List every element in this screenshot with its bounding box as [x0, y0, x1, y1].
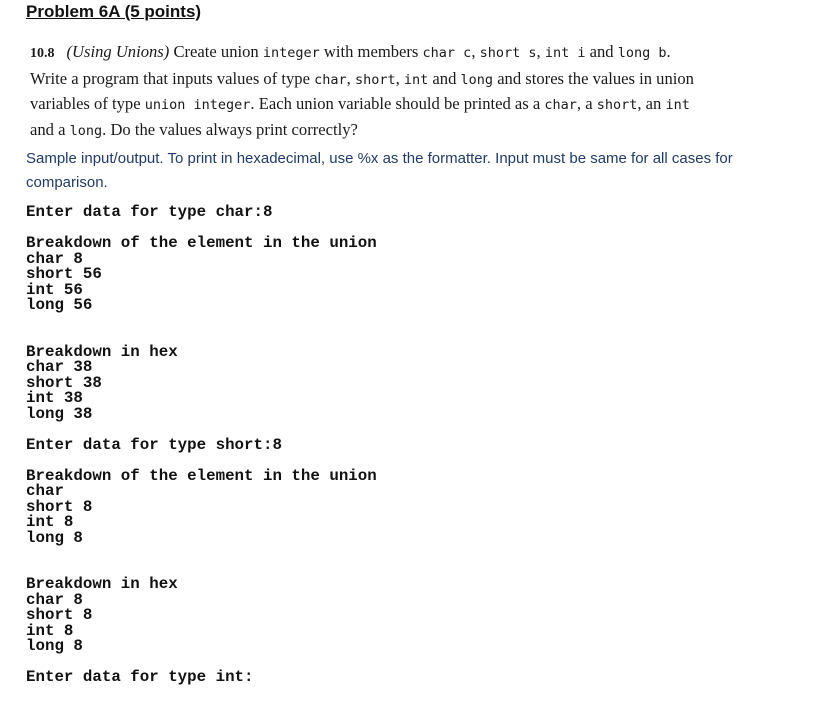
code-term: long: [460, 71, 494, 88]
output-line: char 8: [26, 590, 83, 609]
breakdown-union-header: Breakdown of the element in the union: [26, 234, 377, 252]
problem-heading: Problem 6A (5 points): [26, 2, 202, 21]
prompt-short: Enter data for type short:8: [26, 435, 282, 454]
prompt-int: Enter data for type int:: [26, 668, 254, 686]
breakdown-hex-header: Breakdown in hex: [26, 342, 178, 361]
code-term: int: [403, 71, 429, 88]
code-term: short: [596, 97, 638, 113]
problem-text: ,: [471, 42, 480, 61]
sample-console-output: [26, 205, 377, 686]
output-line: long 8: [26, 637, 83, 655]
problem-line-3: [30, 92, 800, 118]
problem-text: and stores the values in union: [493, 68, 694, 88]
problem-number: 10.8: [30, 46, 55, 61]
problem-text: and: [585, 42, 618, 61]
problem-title: (Using Unions): [66, 42, 170, 61]
output-line: short 56: [26, 265, 102, 283]
output-line: short 8: [26, 606, 93, 624]
blank-line: [26, 314, 377, 330]
prompt-char: Enter data for type char:8: [26, 203, 273, 221]
problem-text: Create union: [169, 42, 263, 61]
breakdown-union-header: Breakdown of the element in the union: [26, 466, 377, 485]
output-line: long 56: [26, 296, 93, 314]
problem-text: . Do the values always print correctly?: [102, 119, 358, 139]
code-term: long b: [617, 45, 667, 61]
code-term: int i: [544, 45, 586, 61]
output-line: short 38: [26, 373, 102, 392]
problem-text: ,: [395, 68, 404, 88]
output-line: int 56: [26, 280, 83, 299]
output-line: long 38: [26, 404, 93, 423]
problem-text: and a: [30, 119, 70, 139]
problem-text: .: [666, 42, 671, 61]
problem-line-1: [30, 40, 800, 67]
breakdown-hex-header: Breakdown in hex: [26, 575, 178, 593]
problem-text: with members: [319, 42, 423, 61]
code-term: char: [314, 71, 347, 88]
problem-text: variables of type: [30, 94, 145, 113]
problem-line-2: [30, 67, 800, 93]
problem-text: and: [428, 68, 461, 88]
output-line: int 38: [26, 389, 83, 407]
code-term: integer: [262, 45, 320, 61]
problem-text: ,: [536, 42, 545, 61]
output-line: long 8: [26, 528, 83, 547]
output-line: int 8: [26, 513, 74, 531]
output-line: int 8: [26, 621, 74, 640]
problem-line-4: [30, 118, 800, 144]
code-term: short: [354, 71, 396, 88]
sample-instructions: Sample input/output. To print in hexadecimal, use %x as the formatter. Input must be same for all cases for comparison.: [26, 150, 733, 191]
problem-statement: [30, 40, 800, 143]
code-term: long: [69, 122, 103, 139]
blank-line: [26, 546, 377, 562]
code-term: int: [665, 97, 690, 113]
problem-text: , an: [637, 94, 666, 113]
code-term: short s: [479, 45, 537, 61]
problem-text: Write a program that inputs values of type: [30, 68, 315, 88]
output-line: char 38: [26, 358, 93, 376]
code-term: char: [544, 97, 577, 113]
problem-text: . Each union variable should be printed as a: [250, 94, 545, 113]
output-line: char 8: [26, 249, 83, 268]
code-term: char c: [422, 45, 472, 61]
output-line: char: [26, 482, 64, 500]
code-term: union integer: [144, 97, 251, 113]
problem-text: , a: [576, 94, 597, 113]
problem-text: ,: [346, 68, 355, 88]
output-line: short 8: [26, 497, 93, 516]
